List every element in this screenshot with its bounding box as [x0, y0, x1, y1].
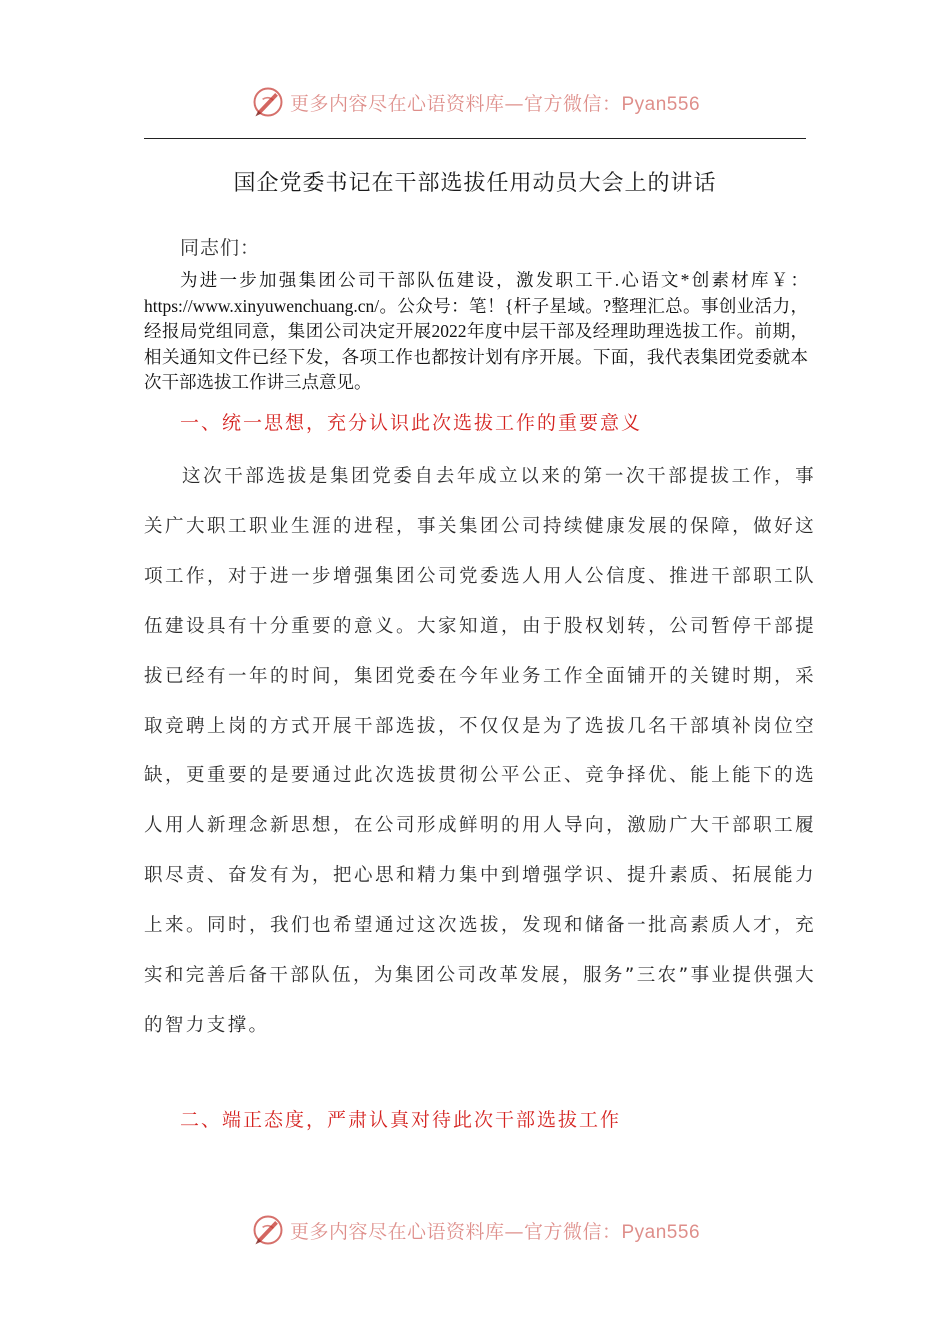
section-1-paragraph: 这次干部选拔是集团党委自去年成立以来的第一次干部提拔工作，事关广大职工职业生涯的进程，事关集团公司持续健康发展的保障，做好这项工作，对于进一步增强集团公司党委选人用人公信度、推进干部职工队伍建设具有十分重要的意义。大家知道，由于股权划转，公司暂停干部提拔已经有一年的时间，集团党委在今年业务工作全面铺开的关键时期，采取竞聘上岗的方式开展干部选拔，不仅仅是为了选拔几名干部填补岗位空缺，更重要的是要通过此次选拔贯彻公平公正、竞争择优、能上能下的选人用人新理念新思想，在公司形成鲜明的用人导向，激励广大干部职工履职尽责、奋发有为，把心思和精力集中到增强学识、提升素质、拓展能力上来。同时，我们也希望通过这次选拔，发现和储备一批高素质人才，充实和完善后备干部队伍，为集团公司改革发展，服务”三农”事业提供强大的智力支撑。: [144, 466, 816, 1036]
banner-main-text: 更多内容尽在心语资料库: [289, 92, 505, 115]
greeting: 同志们：: [180, 237, 261, 259]
section-heading-2: 二、端正态度，严肃认真对待此次干部选拔工作: [180, 1109, 622, 1131]
banner-wechat-label: 官方微信：: [523, 1220, 622, 1243]
pen-logo-icon: [250, 84, 286, 120]
pen-logo-icon: [250, 1212, 286, 1248]
banner-wechat-label: 官方微信：: [523, 92, 622, 115]
section-heading-1: 一、统一思想，充分认识此次选拔工作的重要意义: [180, 412, 643, 434]
intro-paragraph: 为进一步加强集团公司干部队伍建设，激发职工干.心语文*创素材库￥：https://www.xinyuwenchuang.cn/。公众号：笔！{杆子星域。?整理汇总。事创业活力，经报局党组同意，集团公司决定开展2022年度中层干部及经理助理选拔工作。前期，相关通知文件已经下发，各项工作也都按计划有序开展。下面，我代表集团党委就本次干部选拔工作讲三点意见。: [144, 270, 808, 392]
banner-wechat-id: Pyan556: [621, 93, 701, 115]
header-divider: [144, 138, 806, 139]
header-banner: [0, 80, 950, 124]
banner-separator: —: [504, 92, 524, 115]
document-title: 国企党委书记在干部选拔任用动员大会上的讲话: [233, 171, 717, 196]
banner-text: [290, 89, 700, 116]
footer-banner: [0, 1208, 950, 1252]
banner-separator: —: [504, 1220, 524, 1243]
banner-main-text: 更多内容尽在心语资料库: [289, 1220, 505, 1243]
banner-text: [290, 1217, 700, 1244]
banner-wechat-id: Pyan556: [621, 1221, 701, 1243]
